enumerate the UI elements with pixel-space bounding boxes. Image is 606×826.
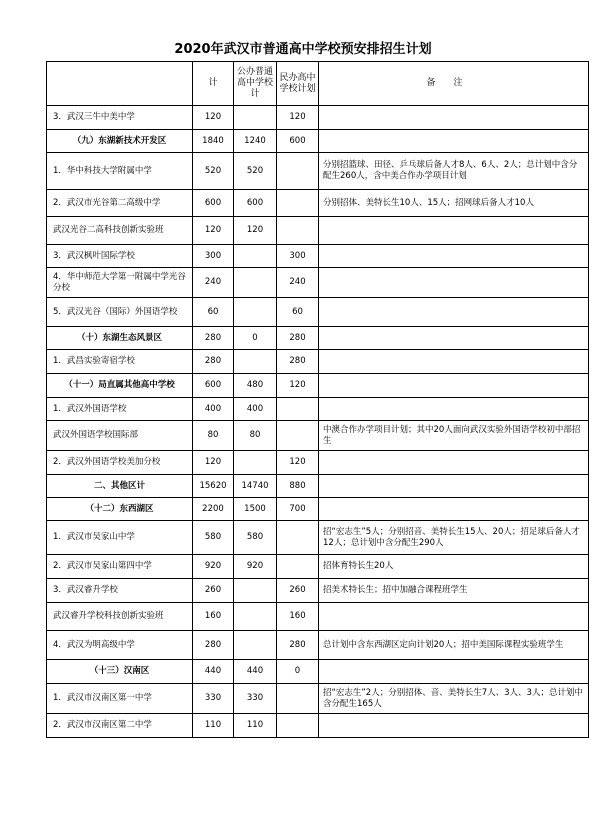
row-name: 2．武汉市汉南区第二中学 xyxy=(47,714,193,738)
row-total: 110 xyxy=(193,714,234,738)
school-row xyxy=(47,684,589,714)
district-subtotal-row xyxy=(47,374,589,398)
row-public: 1500 xyxy=(234,498,277,521)
header-name xyxy=(47,62,193,106)
row-private: 280 xyxy=(277,327,319,350)
row-private: 300 xyxy=(277,245,319,268)
row-public: 400 xyxy=(234,398,277,421)
row-public: 80 xyxy=(234,421,277,451)
row-name: 武汉睿升学校科技创新实验班 xyxy=(47,603,193,631)
row-note xyxy=(319,298,589,327)
school-row xyxy=(47,521,589,555)
row-private xyxy=(277,421,319,451)
row-note xyxy=(319,217,589,245)
header-private-text: 民办高中学校计划 xyxy=(279,72,316,94)
row-note: 招“宏志生”5人；分别招音、美特长生15人、20人；招足球后备人才12人；总计划中含分配生290人 xyxy=(319,521,589,555)
row-public: 0 xyxy=(234,327,277,350)
row-total: 120 xyxy=(193,217,234,245)
row-note xyxy=(319,714,589,738)
school-row xyxy=(47,603,589,631)
row-note: 中澳合作办学项目计划；其中20人面向武汉实验外国语学校初中部招生 xyxy=(319,421,589,451)
school-row xyxy=(47,217,589,245)
row-private xyxy=(277,714,319,738)
district-subtotal-row xyxy=(47,498,589,521)
school-row xyxy=(47,153,589,190)
row-public xyxy=(234,350,277,374)
header-public xyxy=(234,62,277,106)
row-total: 120 xyxy=(193,451,234,475)
row-total: 2200 xyxy=(193,498,234,521)
row-name: （九）东湖新技术开发区 xyxy=(47,130,193,153)
row-note xyxy=(319,106,589,130)
row-total: 15620 xyxy=(193,475,234,498)
school-row xyxy=(47,106,589,130)
row-note xyxy=(319,374,589,398)
row-name: 3．武汉枫叶国际学校 xyxy=(47,245,193,268)
row-note xyxy=(319,268,589,298)
row-public: 120 xyxy=(234,217,277,245)
row-note xyxy=(319,660,589,684)
row-name: （十）东湖生态风景区 xyxy=(47,327,193,350)
header-public-text: 公办普通高中学校计 xyxy=(237,67,274,99)
school-row xyxy=(47,451,589,475)
row-note: 分别招篮球、田径、乒乓球后备人才8人、6人、2人；总计划中含分配生260人，含中美合作办学项目计划 xyxy=(319,153,589,190)
school-row xyxy=(47,555,589,579)
district-subtotal-row xyxy=(47,475,589,498)
row-public: 440 xyxy=(234,660,277,684)
row-private xyxy=(277,190,319,217)
row-public xyxy=(234,106,277,130)
row-private: 260 xyxy=(277,579,319,603)
row-name: （十三）汉南区 xyxy=(47,660,193,684)
row-private xyxy=(277,684,319,714)
row-public: 920 xyxy=(234,555,277,579)
school-row xyxy=(47,631,589,660)
row-name: 1．华中科技大学附属中学 xyxy=(47,153,193,190)
row-name: 1．武汉市汉南区第一中学 xyxy=(47,684,193,714)
row-total: 240 xyxy=(193,268,234,298)
row-total: 260 xyxy=(193,579,234,603)
school-row xyxy=(47,421,589,451)
row-total: 280 xyxy=(193,631,234,660)
row-private: 120 xyxy=(277,451,319,475)
row-private xyxy=(277,521,319,555)
row-note xyxy=(319,498,589,521)
row-note: 总计划中含东西湖区定向计划20人；招中美国际课程实验班学生 xyxy=(319,631,589,660)
row-public xyxy=(234,298,277,327)
enrollment-plan-table xyxy=(46,61,589,738)
row-total: 580 xyxy=(193,521,234,555)
row-private: 160 xyxy=(277,603,319,631)
row-note xyxy=(319,327,589,350)
row-total: 120 xyxy=(193,106,234,130)
row-total: 280 xyxy=(193,327,234,350)
row-note: 招“宏志生”2人；分别招体、音、美特长生7人、3人、3人；总计划中含分配生165人 xyxy=(319,684,589,714)
row-note xyxy=(319,245,589,268)
header-total: 计 xyxy=(193,62,234,106)
row-total: 330 xyxy=(193,684,234,714)
row-public: 330 xyxy=(234,684,277,714)
row-note xyxy=(319,451,589,475)
row-public xyxy=(234,451,277,475)
row-name: 3．武汉三牛中美中学 xyxy=(47,106,193,130)
school-row xyxy=(47,398,589,421)
row-name: 5．武汉光谷（国际）外国语学校 xyxy=(47,298,193,327)
row-name: （十一）局直属其他高中学校 xyxy=(47,374,193,398)
row-public: 110 xyxy=(234,714,277,738)
district-subtotal-row xyxy=(47,327,589,350)
row-private xyxy=(277,398,319,421)
document-title: 2020年武汉市普通高中学校预安排招生计划 xyxy=(174,42,432,57)
school-row xyxy=(47,350,589,374)
row-note xyxy=(319,350,589,374)
row-private: 280 xyxy=(277,350,319,374)
row-name: 武汉光谷二高科技创新实验班 xyxy=(47,217,193,245)
district-subtotal-row xyxy=(47,130,589,153)
row-name: 1．武汉市吴家山中学 xyxy=(47,521,193,555)
row-private: 120 xyxy=(277,106,319,130)
row-name: 二、其他区计 xyxy=(47,475,193,498)
row-note: 分别招体、美特长生10人、15人；招网球后备人才10人 xyxy=(319,190,589,217)
school-row xyxy=(47,298,589,327)
row-name: 1．武昌实验寄宿学校 xyxy=(47,350,193,374)
row-total: 520 xyxy=(193,153,234,190)
row-name: （十二）东西湖区 xyxy=(47,498,193,521)
row-private: 600 xyxy=(277,130,319,153)
school-row xyxy=(47,579,589,603)
header-private xyxy=(277,62,319,106)
row-private xyxy=(277,217,319,245)
row-name: 2．武汉外国语学校美加分校 xyxy=(47,451,193,475)
row-private: 0 xyxy=(277,660,319,684)
row-total: 600 xyxy=(193,190,234,217)
row-private: 700 xyxy=(277,498,319,521)
table-header-row xyxy=(47,62,589,106)
row-note: 招美术特长生；招中加融合课程班学生 xyxy=(319,579,589,603)
row-private: 880 xyxy=(277,475,319,498)
row-note xyxy=(319,475,589,498)
row-name: 1．武汉外国语学校 xyxy=(47,398,193,421)
row-total: 920 xyxy=(193,555,234,579)
school-row xyxy=(47,714,589,738)
row-public: 480 xyxy=(234,374,277,398)
row-private: 240 xyxy=(277,268,319,298)
row-private: 120 xyxy=(277,374,319,398)
header-notes: 备注 xyxy=(319,62,589,106)
row-name: 2．武汉市吴家山第四中学 xyxy=(47,555,193,579)
row-note xyxy=(319,130,589,153)
district-subtotal-row xyxy=(47,660,589,684)
school-row xyxy=(47,245,589,268)
row-public xyxy=(234,603,277,631)
row-note xyxy=(319,398,589,421)
row-public xyxy=(234,631,277,660)
row-total: 80 xyxy=(193,421,234,451)
row-public xyxy=(234,245,277,268)
row-private: 280 xyxy=(277,631,319,660)
row-total: 300 xyxy=(193,245,234,268)
row-name: 3．武汉睿升学校 xyxy=(47,579,193,603)
row-private xyxy=(277,153,319,190)
row-total: 60 xyxy=(193,298,234,327)
row-name: 4．武汉为明高级中学 xyxy=(47,631,193,660)
school-row xyxy=(47,190,589,217)
row-public: 580 xyxy=(234,521,277,555)
school-row xyxy=(47,268,589,298)
row-total: 160 xyxy=(193,603,234,631)
row-public: 520 xyxy=(234,153,277,190)
row-public: 1240 xyxy=(234,130,277,153)
row-public xyxy=(234,579,277,603)
row-total: 1840 xyxy=(193,130,234,153)
row-total: 440 xyxy=(193,660,234,684)
row-total: 400 xyxy=(193,398,234,421)
row-name: 4．华中师范大学第一附属中学光谷分校 xyxy=(47,268,193,298)
row-note: 招体育特长生20人 xyxy=(319,555,589,579)
row-name: 武汉外国语学校国际部 xyxy=(47,421,193,451)
row-public xyxy=(234,268,277,298)
row-total: 600 xyxy=(193,374,234,398)
row-private: 60 xyxy=(277,298,319,327)
row-note xyxy=(319,603,589,631)
row-private xyxy=(277,555,319,579)
row-total: 280 xyxy=(193,350,234,374)
row-name: 2．武汉市光谷第二高级中学 xyxy=(47,190,193,217)
row-public: 14740 xyxy=(234,475,277,498)
row-public: 600 xyxy=(234,190,277,217)
